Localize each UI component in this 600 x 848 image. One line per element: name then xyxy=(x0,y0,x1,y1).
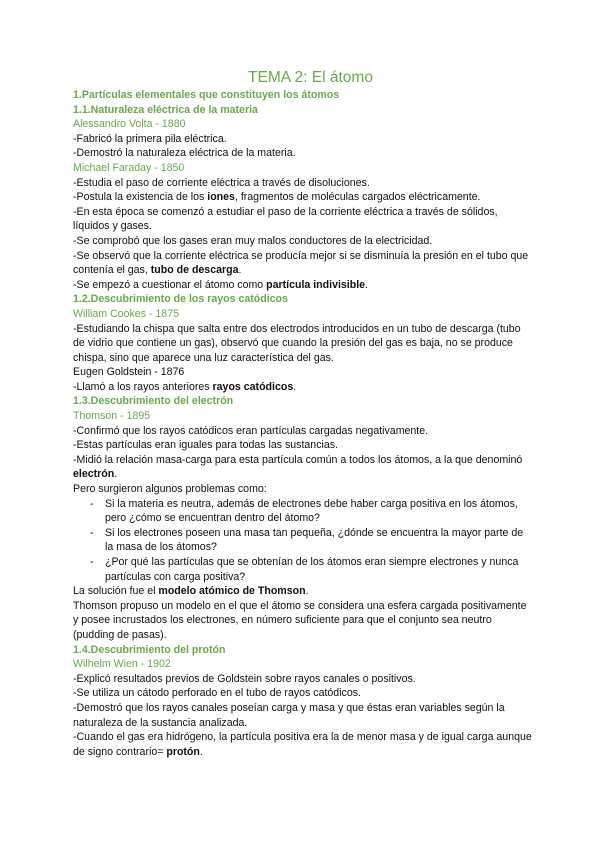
list-item: - ¿Por qué las partículas que se obtenían de los átomos eran siempre electrones y nunca partículas con carga positiva? xyxy=(90,556,519,583)
thomson-line-2: -Estas partículas eran iguales para todas las sustancias. xyxy=(73,439,338,452)
crookes-line-1: -Estudiando la chispa que salta entre dos electrodos introducidos en un tubo de descarga (tubo de vidrio que contiene un gas), observó que cuando la presión del gas es baja, no se produce chispa, sino que aparece una luz característica del gas. xyxy=(73,322,521,364)
scientist-faraday: Michael Faraday - 1850 xyxy=(73,161,185,174)
faraday-line-5: -Se observó que la corriente eléctrica se producía mejor si se disminuía la presión en el tubo que contenía el gas, tubo de descarga. xyxy=(73,249,529,277)
section-heading-1-1: 1.1.Naturaleza eléctrica de la materia xyxy=(73,103,258,116)
document-page xyxy=(73,68,533,759)
scientist-volta: Alessandro Volta - 1880 xyxy=(73,118,186,131)
wien-line-3: -Demostró que los rayos canales poseían carga y masa y que éstas eran variables según la naturaleza de la sustancia analizada. xyxy=(73,701,505,729)
wien-line-1: -Explicó resultados previos de Goldstein sobre rayos canales o positivos. xyxy=(73,672,416,685)
page-title: TEMA 2: El átomo xyxy=(248,69,373,86)
faraday-line-6: -Se empezó a cuestionar el átomo como partícula indivisible. xyxy=(73,278,368,291)
faraday-line-4: -Se comprobó que los gases eran muy malos conductores de la electricidad. xyxy=(73,234,433,247)
section-heading-1: 1.Partículas elementales que constituyen los átomos xyxy=(73,89,340,101)
section-heading-1-3: 1.3.Descubrimiento del electrón xyxy=(73,395,234,408)
wien-line-2: -Se utiliza un cátodo perforado en el tubo de rayos catódicos. xyxy=(73,687,361,700)
goldstein-line-1: -Llamó a los rayos anteriores rayos catódicos. xyxy=(73,380,297,393)
faraday-line-2: -Postula la existencia de los iones, fragmentos de moléculas cargados eléctricamente. xyxy=(73,191,481,204)
thomson-line-1: -Confirmó que los rayos catódicos eran partículas cargadas negativamente. xyxy=(73,424,429,437)
faraday-line-1: -Estudia el paso de corriente eléctrica a través de disoluciones. xyxy=(73,176,370,189)
list-item: - Si la materia es neutra, además de electrones debe haber carga positiva en los átomos, pero ¿cómo se encuentran dentro del átomo? xyxy=(90,497,518,525)
scientist-wien: Wilhelm Wien - 1902 xyxy=(73,658,171,671)
scientist-goldstein: Eugen Goldstein - 1876 xyxy=(73,366,185,379)
solution-line: La solución fue el modelo atómico de Thomson. xyxy=(73,585,309,598)
faraday-line-3: -En esta época se comenzó a estudiar el paso de la corriente eléctrica a través de sólidos, líquidos y gases. xyxy=(73,205,498,233)
list-item: - Si los electrones poseen una masa tan pequeña, ¿dónde se encuentra la mayor parte de la masa de los átomos? xyxy=(90,526,524,554)
section-heading-1-4: 1.4.Descubrimiento del protón xyxy=(73,643,226,656)
section-heading-1-2: 1.2.Descubrimiento de los rayos catódicos xyxy=(73,293,288,306)
scientist-crookes: William Cookes - 1875 xyxy=(73,307,179,320)
scientist-thomson: Thomson - 1895 xyxy=(73,410,151,423)
thomson-line-3: -Midió la relación masa-carga para esta partícula común a todos los átomos, a la que denominó electrón. xyxy=(73,453,523,481)
volta-line-1: -Fabricó la primera pila eléctrica. xyxy=(73,132,227,145)
wien-line-4: -Cuando el gas era hidrógeno, la partícula positiva era la de menor masa y de igual carga aunque de signo contrario= protón. xyxy=(73,731,532,758)
problems-intro: Pero surgieron algunos problemas como: xyxy=(73,483,267,496)
thomson-model: Thomson propuso un modelo en el que el átomo se considera una esfera cargada positivamente y posee incrustados los electrones, en número suficiente para que el conjunto sea neutro (pudding de pasas). xyxy=(73,599,527,641)
volta-line-2: -Demostró la naturaleza eléctrica de la materia. xyxy=(73,147,296,160)
